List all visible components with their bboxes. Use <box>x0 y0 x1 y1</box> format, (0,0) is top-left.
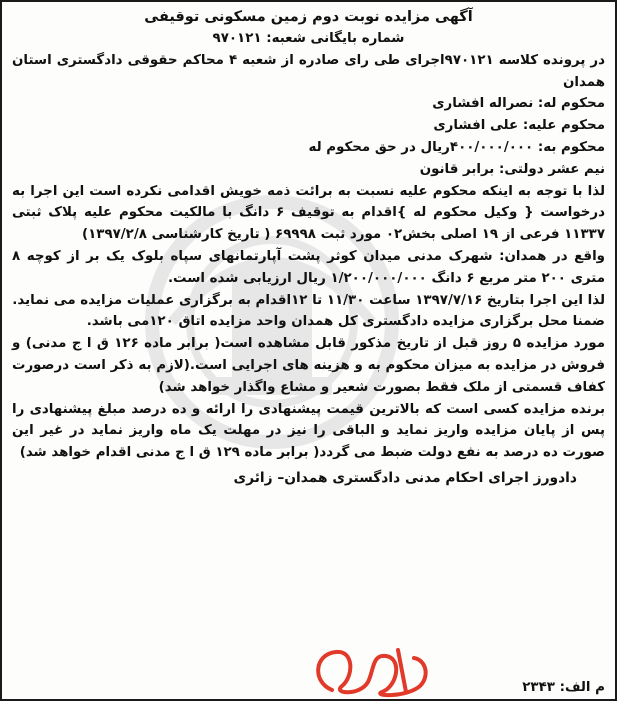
property-location: واقع در همدان: شهرک مدنی میدان کوثر پشت آپارتمانهای سپاه بلوک یک بر از کوچه ۸ متری ۲۰۰ متر مربع ۶ دانگ ۱/۲۰۰/۰۰۰/۰۰۰ ریال ارزیابی شده است. <box>12 248 605 286</box>
state-tithe: نیم عشر دولتی: برابر قانون <box>419 161 605 177</box>
seizure-paragraph: لذا با توجه به اینکه محکوم علیه نسبت به برائت ذمه خویش اقدامی نکرده است این اجرا به درخواست { وکیل محکوم له }اقدام به توقیف ۶ دانگ با مالکیت محکوم علیه پلاک ثبتی ۱۱۳۳۷ فرعی از ۱۹ اصلی بخش۰۲ مورد ثبت ۶۹۹۹۸ ( تاریخ کارشناسی ۱۳۹۷/۲/۸) <box>12 183 605 243</box>
case-introduction: در پرونده کلاسه ۹۷۰۱۲۱اجرای طی رای صادره از شعبه ۴ محاکم حقوقی دادگستری استان همدان <box>12 52 605 90</box>
archive-number: شماره بایگانی شعبه: ۹۷۰۱۲۱ <box>212 31 405 46</box>
notice-body <box>12 6 605 490</box>
judgment-amount: محکوم به: ۴۰۰/۰۰۰/۰۰۰ریال در حق محکوم له <box>308 139 605 155</box>
judgment-creditor: محکوم له: نصراله افشاری <box>432 96 605 112</box>
judgment-debtor: محکوم علیه: علی افشاری <box>433 118 605 134</box>
red-pen-scribble <box>302 642 452 700</box>
auction-schedule: لذا این اجرا بتاریخ ۱۳۹۷/۷/۱۶ ساعت ۱۱/۳۰ تا ۱۲اقدام به برگزاری عملیات مزایده می نماید. <box>12 292 605 308</box>
signature-line: دادورز اجرای احکام مدنی دادگستری همدان– زائری <box>233 469 577 486</box>
payment-terms: برنده مزایده کسی است که بالاترین قیمت پیشنهادی را ارائه و ده درصد مبلغ پیشنهادی را پس از پایان مزایده واریز نماید و الباقی را نیز در مهلت یک ماه واریز نماید در غیر این صورت ده درصد به نفع دولت ضبط می گردد( برابر ماده ۱۲۹ ق ا ج مدنی اقدام خواهد شد) <box>12 401 605 461</box>
auction-venue: ضمنا محل برگزاری مزایده دادگستری کل همدان واحد مزایده اتاق ۱۲۰می باشد. <box>86 314 605 330</box>
notice-title: آگهی مزایده نوبت دوم زمین مسکونی توقیفی <box>144 9 473 25</box>
viewing-terms: مورد مزایده ۵ روز قبل از تاریخ مذکور قابل مشاهده است( برابر ماده ۱۲۶ ق ا ج مدنی) و فروش در مزایده به میزان محکوم به و هزینه های اجرایی است.(لازم به ذکر است درصورت کفاف قسمتی از ملک فقط بصورت شعیر و مشاع واگذار خواهد شد) <box>12 336 605 395</box>
footer-code: م الف: ۲۳۴۳ <box>522 680 605 695</box>
